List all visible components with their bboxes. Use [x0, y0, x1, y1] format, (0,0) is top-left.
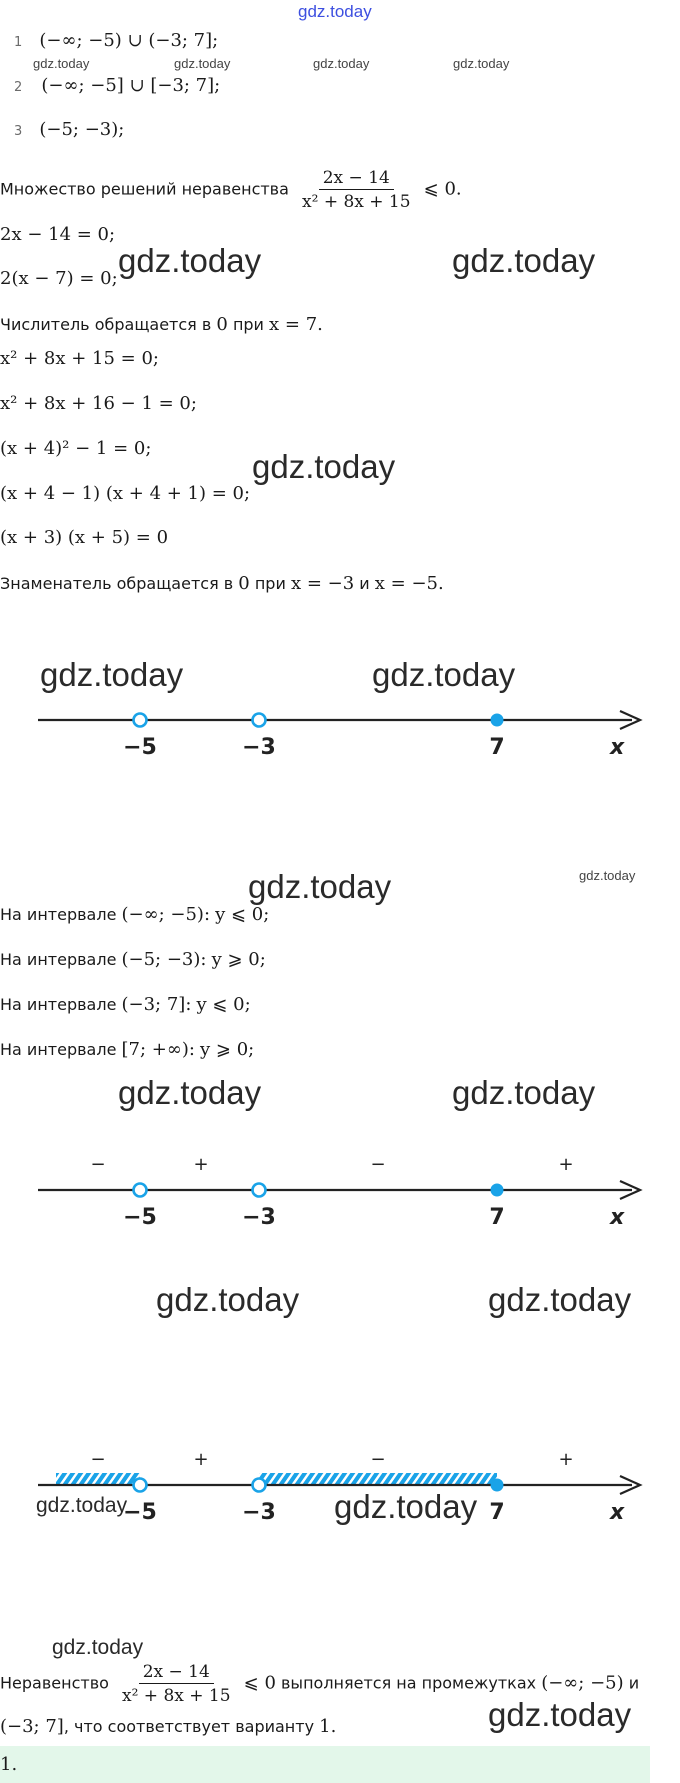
shaded-interval-1 [56, 1473, 140, 1485]
conclusion-relation: ⩽ 0 [243, 1672, 276, 1694]
watermark: gdz.today [36, 1494, 128, 1517]
sign-label: − [90, 1449, 106, 1470]
watermark: gdz.today [334, 1488, 478, 1525]
interval-condition: y ⩾ 0; [200, 1039, 255, 1060]
fraction [298, 168, 415, 212]
interval-line-1 [0, 904, 269, 925]
conclusion-tail: , что соответствует варианту [63, 1717, 315, 1736]
tick-label: 7 [489, 1500, 505, 1525]
zero-value: 0 [216, 314, 228, 335]
option-text: (−5; −3); [39, 119, 125, 140]
filled-point [491, 1479, 503, 1491]
denominator-step-5: (x + 3) (x + 5) = 0 [0, 527, 169, 548]
number-line-1 [0, 690, 680, 770]
problem-statement [0, 168, 462, 212]
filled-point [491, 1184, 503, 1196]
denominator-root-1: x = −3 [290, 573, 355, 594]
number-line-2 [0, 1130, 680, 1240]
interval-value: [7; +∞): [121, 1039, 195, 1060]
shaded-interval-2 [259, 1473, 497, 1485]
answer-value: 1. [0, 1754, 18, 1775]
axis-variable-label: x [610, 1500, 625, 1525]
watermark: gdz.today [453, 56, 510, 71]
option-text: (−∞; −5] ∪ [−3; 7]; [41, 75, 221, 96]
conclusion-interval-1: (−∞; −5) [541, 1672, 624, 1694]
numerator-root: x = 7. [269, 314, 323, 335]
interval-condition: y ⩽ 0; [196, 994, 251, 1015]
open-point [253, 1184, 266, 1197]
conclusion-line-2 [0, 1716, 336, 1737]
option-number: 1 [14, 35, 23, 50]
option-3 [14, 119, 124, 140]
watermark: gdz.today [579, 868, 636, 883]
fraction-numerator: 2x − 14 [139, 1662, 214, 1684]
axis-variable-label: x [610, 1205, 625, 1230]
denominator-zero-mid: при [254, 574, 286, 593]
tick-label: −5 [123, 1500, 157, 1525]
numerator-step-2: 2(x − 7) = 0; [0, 268, 118, 289]
open-point [134, 1479, 147, 1492]
denominator-step-1: x² + 8x + 15 = 0; [0, 348, 159, 369]
sign-label: + [558, 1154, 574, 1175]
open-point [253, 714, 266, 727]
fraction-denominator: x² + 8x + 15 [302, 192, 411, 212]
watermark: gdz.today [313, 56, 370, 71]
conclusion-middle: выполняется на промежутках [281, 1673, 537, 1693]
numerator-zero-mid: при [232, 315, 264, 334]
zero-value: 0 [238, 573, 250, 594]
watermark: gdz.today [488, 1281, 632, 1318]
tick-label: −5 [123, 735, 157, 760]
denominator-step-2: x² + 8x + 16 − 1 = 0; [0, 393, 197, 414]
interval-line-3 [0, 994, 251, 1015]
filled-point [491, 714, 503, 726]
statement-label: Множество решений неравенства [0, 179, 289, 199]
open-point [253, 1479, 266, 1492]
interval-condition: y ⩾ 0; [211, 949, 266, 970]
watermark: gdz.today [452, 242, 596, 279]
tick-label: −3 [242, 1205, 276, 1230]
watermark-top: gdz.today [298, 2, 372, 21]
open-point [134, 714, 147, 727]
answer-box [0, 1746, 650, 1783]
tick-label: 7 [489, 1205, 505, 1230]
interval-prefix: На интервале [0, 1040, 117, 1059]
numerator-zero-line [0, 314, 323, 335]
sign-label: + [558, 1449, 574, 1470]
interval-value: (−5; −3): [121, 949, 207, 970]
open-point [134, 1184, 147, 1197]
fraction-denominator: x² + 8x + 15 [122, 1686, 231, 1706]
numerator-zero-label: Числитель обращается в [0, 315, 212, 334]
interval-line-4 [0, 1039, 254, 1060]
conclusion-interval-2: (−3; 7] [0, 1716, 64, 1737]
tick-label: −5 [123, 1205, 157, 1230]
option-1 [14, 30, 218, 51]
watermark: gdz.today [248, 868, 392, 905]
watermark: gdz.today [118, 1074, 262, 1111]
conclusion-prefix: Неравенство [0, 1673, 109, 1693]
numerator-step-1: 2x − 14 = 0; [0, 224, 116, 245]
interval-condition: y ⩽ 0; [215, 904, 270, 925]
sign-label: − [370, 1449, 386, 1470]
watermark: gdz.today [33, 56, 90, 71]
sign-label: + [193, 1449, 209, 1470]
denominator-step-3: (x + 4)² − 1 = 0; [0, 438, 152, 459]
axis-variable-label: x [610, 735, 625, 760]
option-number: 2 [14, 80, 23, 95]
conclusion-and: и [628, 1673, 640, 1693]
watermark: gdz.today [174, 56, 231, 71]
watermark: gdz.today [52, 1636, 144, 1659]
sign-label: − [370, 1154, 386, 1175]
denominator-zero-label: Знаменатель обращается в [0, 574, 234, 593]
option-4-clipped [40, 162, 240, 167]
option-2 [14, 75, 220, 96]
denominator-root-2: x = −5. [374, 573, 444, 594]
watermark: gdz.today [488, 1696, 632, 1733]
interval-line-2 [0, 949, 266, 970]
conclusion-variant: 1. [319, 1716, 337, 1737]
watermark: gdz.today [156, 1281, 300, 1318]
tick-label: −3 [242, 1500, 276, 1525]
sign-label: + [193, 1154, 209, 1175]
interval-value: (−∞; −5): [121, 904, 211, 925]
interval-prefix: На интервале [0, 905, 117, 924]
tick-label: 7 [489, 735, 505, 760]
watermark: gdz.today [372, 656, 516, 693]
watermark: gdz.today [40, 656, 184, 693]
option-text: (−∞; −5) ∪ (−3; 7]; [39, 30, 219, 51]
watermark: gdz.today [118, 242, 262, 279]
interval-prefix: На интервале [0, 995, 117, 1014]
denominator-step-4: (x + 4 − 1) (x + 4 + 1) = 0; [0, 483, 251, 504]
watermark: gdz.today [452, 1074, 596, 1111]
tick-label: −3 [242, 735, 276, 760]
denominator-and: и [359, 574, 370, 593]
watermark: gdz.today [252, 448, 396, 485]
fraction [118, 1662, 235, 1706]
fraction-numerator: 2x − 14 [319, 168, 394, 190]
option-number: 3 [14, 124, 23, 139]
interval-value: (−3; 7]: [121, 994, 192, 1015]
interval-prefix: На интервале [0, 950, 117, 969]
denominator-zero-line [0, 573, 444, 594]
statement-relation: ⩽ 0. [423, 178, 462, 200]
sign-label: − [90, 1154, 106, 1175]
